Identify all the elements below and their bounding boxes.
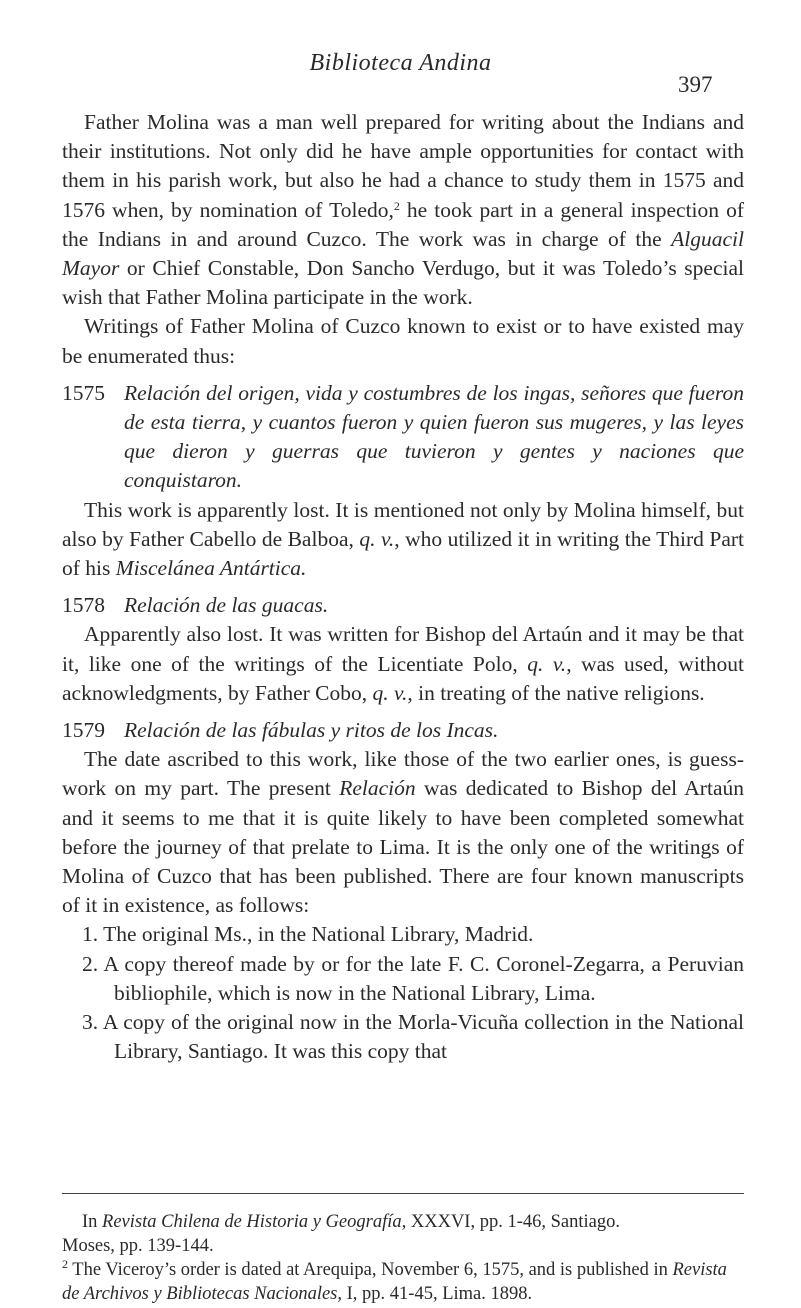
body-text <box>62 108 744 1067</box>
entry-1579-text: The date ascribed to this work, like those of the two earlier ones, is guess-work on my part. The present Relación was dedicated to Bishop del Artaún and it seems to me that it is quite likely to have been completed somewhat before the journey of that prelate to Lima. It is the only one of the writings of Molina of Cuzco that has been published. There are four known manuscripts of it in existence, as follows: <box>62 747 744 918</box>
entry-1579-title: 1579 Relación de las fábulas y ritos de los Incas. <box>62 716 744 745</box>
page-number: 397 <box>678 72 713 97</box>
entry-year: 1578 <box>62 593 105 618</box>
entry-1578-title: 1578 Relación de las guacas. <box>62 591 744 620</box>
list-item: 2. A copy thereof made by or for the late F. C. Coronel-Zegarra, a Peruvian bibliophile, which is now in the National Library, Lima. <box>82 951 744 1005</box>
footnotes <box>62 1210 744 1306</box>
entry-1575-title: 1575 Relación del origen, vida y costumbres de los ingas, señores que fueron de esta tierra, y cuantos fueron y quien fueron sus mugeres, y las leyes que dieron y guerras que tuvieron y gentes y naciones que conquistaron. <box>62 380 744 493</box>
entry-1578-text: Apparently also lost. It was written for Bishop del Artaún and it may be that it, like one of the writings of the Licentiate Polo, q. v., was used, without acknowledgments, by Father Cobo, q. v., in treating of the native religions. <box>62 622 744 705</box>
entry-year: 1575 <box>62 380 105 405</box>
footnote-2: Moses, pp. 139-144. <box>62 1236 214 1256</box>
entry-year: 1579 <box>62 718 105 743</box>
running-header: Biblioteca Andina <box>309 50 492 76</box>
paragraph-1: Father Molina was a man well prepared for writing about the Indians and their institutions. Not only did he have ample opportunities for contact with them in his parish work, but also he had a chance to study them in 1575 and 1576 when, by nomination of Toledo,$^2$ he took part in a general inspection of the Indians in and around Cuzco. The work was in charge of the Alguacil Mayor or Chief Constable, Don Sancho Verdugo, but it was Toledo’s special wish that Father Molina participate in the work. <box>62 110 744 310</box>
footnote-ref: 2 <box>393 198 400 213</box>
footnote-divider <box>62 1193 744 1194</box>
list-item: 3. A copy of the original now in the Morla-Vicuña collection in the National Library, Santiago. It was this copy that <box>82 1010 744 1064</box>
list-item: 1. The original Ms., in the National Library, Madrid. <box>82 922 534 947</box>
footnote-3: $^2$ The Viceroy’s order is dated at Arequipa, November 6, 1575, and is published in Revista de Archivos y Bibliotecas Nacionales, I, pp. 41-45, Lima. 1898. <box>62 1257 727 1304</box>
footnote-1: In Revista Chilena de Historia y Geografía, XXXVI, pp. 1-46, Santiago. <box>82 1212 620 1232</box>
paragraph-2: Writings of Father Molina of Cuzco known to exist or to have existed may be enumerated thus: <box>62 314 744 368</box>
entry-1575-text: This work is apparently lost. It is mentioned not only by Molina himself, but also by Father Cabello de Balboa, q. v., who utilized it in writing the Third Part of his Miscelánea Antártica. <box>62 497 744 581</box>
